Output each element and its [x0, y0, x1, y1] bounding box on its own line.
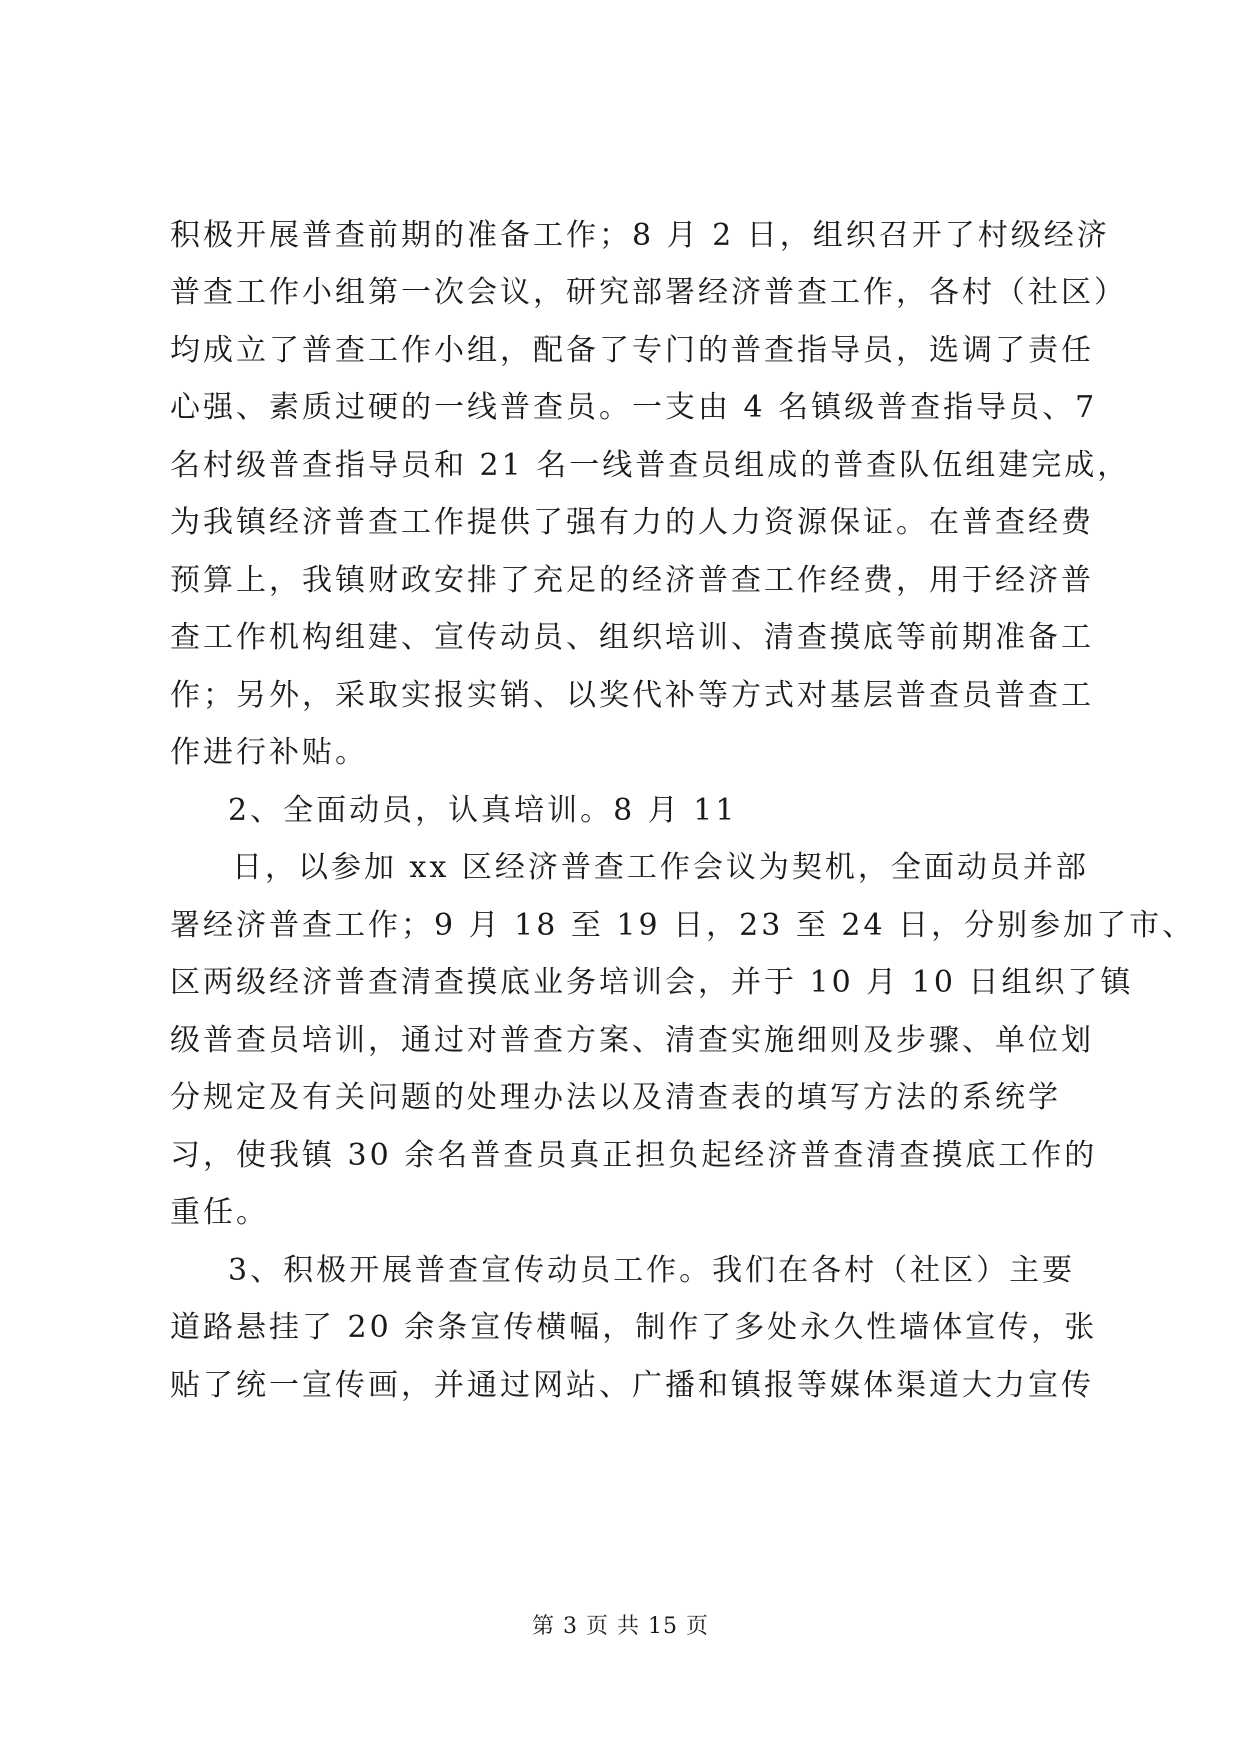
text-line: 心强、素质过硬的一线普查员。一支由 4 名镇级普查指导员、7 — [170, 390, 1098, 425]
text-line: 日，以参加 xx 区经济普查工作会议为契机，全面动员并部 — [232, 850, 1089, 885]
text-line: 积极开展普查前期的准备工作；8 月 2 日，组织召开了村级经济 — [170, 218, 1110, 253]
text-line: 作进行补贴。 — [170, 735, 368, 770]
text-line: 重任。 — [170, 1195, 269, 1230]
text-line: 区两级经济普查清查摸底业务培训会，并于 10 月 10 日组织了镇 — [170, 965, 1134, 1000]
text-line: 普查工作小组第一次会议，研究部署经济普查工作，各村（社区） — [170, 275, 1127, 310]
text-line: 均成立了普查工作小组，配备了专门的普查指导员，选调了责任 — [170, 333, 1094, 368]
text-line: 作；另外，采取实报实销、以奖代补等方式对基层普查员普查工 — [170, 678, 1094, 713]
paragraph-heading-3: 3、积极开展普查宣传动员工作。我们在各村（社区）主要 — [228, 1253, 1076, 1288]
text-line: 名村级普查指导员和 21 名一线普查员组成的普查队伍组建完成， — [170, 448, 1131, 483]
text-line: 署经济普查工作；9 月 18 至 19 日，23 至 24 日，分别参加了市、 — [170, 908, 1196, 943]
text-line: 预算上，我镇财政安排了充足的经济普查工作经费，用于经济普 — [170, 563, 1094, 598]
text-line: 习，使我镇 30 余名普查员真正担负起经济普查清查摸底工作的 — [170, 1138, 1098, 1173]
paragraph-heading-2: 2、全面动员，认真培训。8 月 11 — [228, 793, 738, 828]
text-line: 查工作机构组建、宣传动员、组织培训、清查摸底等前期准备工 — [170, 620, 1094, 655]
text-line: 级普查员培训，通过对普查方案、清查实施细则及步骤、单位划 — [170, 1023, 1094, 1058]
text-line: 分规定及有关问题的处理办法以及清查表的填写方法的系统学 — [170, 1080, 1061, 1115]
text-line: 贴了统一宣传画，并通过网站、广播和镇报等媒体渠道大力宣传 — [170, 1368, 1094, 1403]
text-line: 道路悬挂了 20 余条宣传横幅，制作了多处永久性墙体宣传，张 — [170, 1310, 1098, 1345]
page-number-footer: 第 3 页 共 15 页 — [532, 1614, 709, 1639]
text-line: 为我镇经济普查工作提供了强有力的人力资源保证。在普查经费 — [170, 505, 1094, 540]
